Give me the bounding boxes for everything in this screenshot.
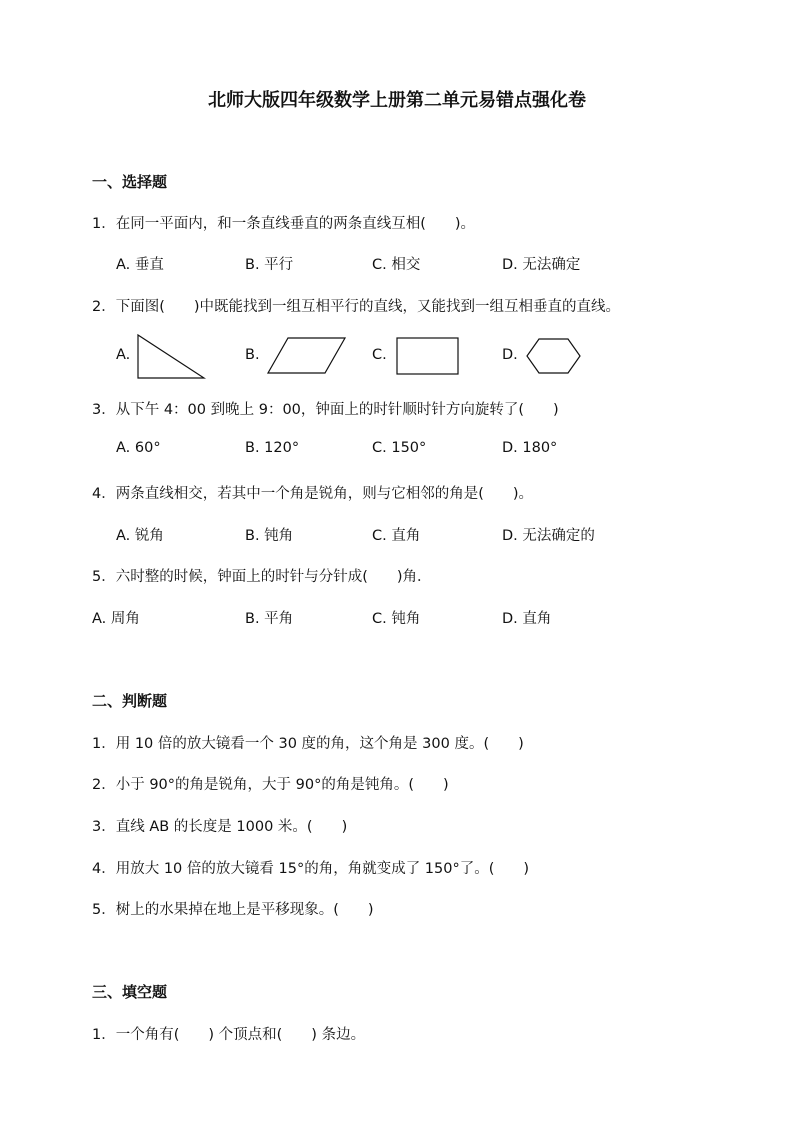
question-text: 3．从下午 4：00 到晚上 9：00，钟面上的时针顺时针方向旋转了( ) [92,402,559,418]
rectangle-icon [395,336,461,376]
option-a: A. 垂直 [116,257,164,273]
question-text: 5．六时整的时候，钟面上的时针与分针成( )角． [92,569,432,585]
hexagon-icon [525,337,583,377]
option-c: C. 直角 [372,528,421,544]
page-title: 北师大版四年级数学上册第二单元易错点强化卷 [208,90,586,111]
option-d: D. 无法确定 [502,257,581,273]
option-d: D. 无法确定的 [502,528,595,544]
question-text: 5．树上的水果掉在地上是平移现象。( ) [92,902,374,918]
option-d: D. 直角 [502,611,552,627]
option-a: A. [116,347,131,363]
question-text: 4．两条直线相交，若其中一个角是锐角，则与它相邻的角是( )。 [92,486,534,502]
option-b: B. 120° [245,440,300,456]
question-text: 1．在同一平面内，和一条直线垂直的两条直线互相( )。 [92,216,476,232]
right-triangle-icon [136,333,208,381]
option-c: C. 钝角 [372,611,421,627]
question-text: 4．用放大 10 倍的放大镜看 15°的角，角就变成了 150°了。( ) [92,861,530,877]
question-text: 2．小于 90°的角是锐角，大于 90°的角是钝角。( ) [92,777,449,793]
option-d: D. 180° [502,440,558,456]
option-d: D. [502,347,518,363]
question-text: 3．直线 AB 的长度是 1000 米。( ) [92,819,348,835]
question-text: 1．用 10 倍的放大镜看一个 30 度的角，这个角是 300 度。( ) [92,736,524,752]
option-c: C. 150° [372,440,427,456]
option-c: C. 相交 [372,257,421,273]
option-a: A. 60° [116,440,161,456]
section-heading-fill-in: 三、填空题 [92,983,168,1001]
option-b: B. 平角 [245,611,294,627]
section-heading-judgment: 二、判断题 [92,692,168,710]
option-a: A. 周角 [92,611,140,627]
option-b: B. 钝角 [245,528,294,544]
option-a: A. 锐角 [116,528,164,544]
option-b: B. 平行 [245,257,294,273]
section-heading-choice: 一、选择题 [92,173,168,191]
question-text: 1．一个角有( ) 个顶点和( ) 条边。 [92,1027,366,1043]
parallelogram-icon [266,336,348,376]
question-text: 2．下面图( )中既能找到一组互相平行的直线，又能找到一组互相垂直的直线。 [92,299,621,315]
option-b: B. [245,347,260,363]
option-c: C. [372,347,387,363]
